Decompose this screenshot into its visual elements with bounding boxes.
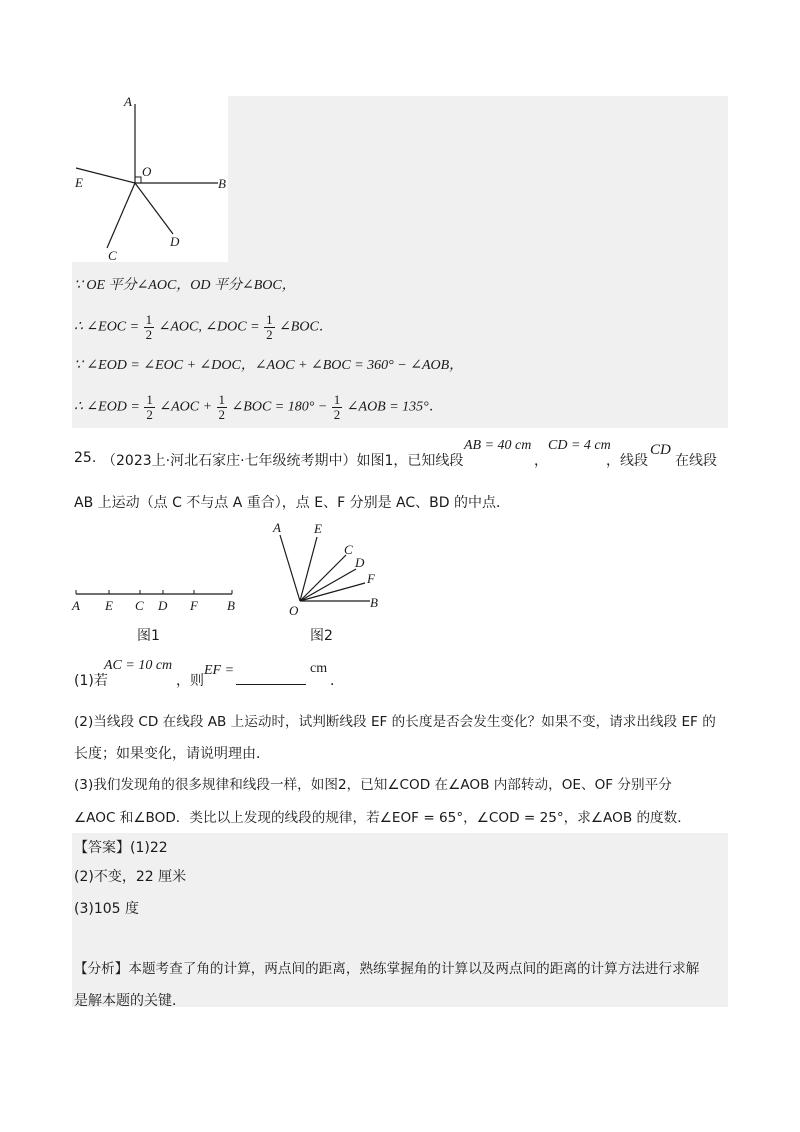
part2-line-1: (2)当线段 CD 在线段 AB 上运动时，试判断线段 EF 的长度是否会发生变化？如果不变，请求出线段 EF 的 (74, 714, 716, 730)
answer-1: 【答案】(1)22 (74, 840, 168, 856)
part1-ef: EF = (204, 663, 235, 678)
answer-blank[interactable] (236, 670, 306, 685)
question-source: （2023上·河北石家庄·七年级统考期中）如图1，已知线段 (102, 453, 464, 469)
answer-2: (2)不变，22 厘米 (74, 869, 187, 885)
fig1-label-d: D (158, 598, 168, 613)
fig1-caption: 图1 (137, 628, 160, 644)
analysis-line-1: 【分析】本题考查了角的计算，两点间的距离，熟练掌握角的计算以及两点间的距离的计算方法进行求解 (74, 961, 700, 977)
fraction-half: $\frac{1}{2}$ (266, 312, 273, 342)
fig-top-label-c: C (108, 248, 117, 263)
analysis-line-2: 是解本题的关键． (74, 993, 186, 1009)
fig1-label-e: E (105, 598, 113, 613)
fraction-half: $\frac{1}{2}$ (218, 392, 226, 422)
fig-top-label-b: B (218, 176, 226, 191)
part1-prefix: (1)若 (74, 673, 108, 689)
fig1-label-a: A (72, 598, 80, 613)
fraction-half: $\frac{1}{2}$ (145, 312, 153, 342)
solution-line-3: ∵ ∠EOD = ∠EOC + ∠DOC，∠AOC + ∠BOC = 360° − ∠AOB， (74, 358, 464, 373)
fig2-label-f: F (367, 571, 375, 586)
fig-top-label-o: O (142, 164, 152, 179)
comma-1: ， (534, 453, 548, 469)
part3-line-1: (3)我们发现角的很多规律和线段一样，如图2，已知∠COD 在∠AOB 内部转动，OE、OF 分别平分 (74, 777, 672, 793)
fig-top-label-d: D (170, 234, 180, 249)
fig2-label-b: B (370, 595, 378, 610)
fraction-half: $\frac{1}{2}$ (146, 392, 153, 422)
value-cd: CD = 4 cm (548, 438, 611, 453)
on-seg-text: 在线段 (675, 453, 717, 469)
value-ab: AB = 40 cm (464, 438, 532, 453)
fig-top-label-e: E (75, 175, 83, 190)
fig2-label-a: A (273, 520, 281, 535)
solution-line-4-prefix: ∴ ∠EOD = (74, 399, 140, 415)
answer-3: (3)105 度 (74, 901, 140, 917)
part1-end: ． (330, 673, 344, 689)
solution-line-2-mid: ∠AOC, ∠DOC = (158, 319, 260, 335)
answer-background (72, 833, 728, 1007)
fig2-label-o: O (289, 603, 299, 618)
seg-text: ，线段 (606, 453, 648, 469)
figure-2-angles (266, 515, 386, 625)
label-cd: CD (650, 442, 671, 458)
solution-line-2-prefix: ∴ ∠EOC = (74, 319, 140, 335)
part2-line-2: 长度；如果变化，请说明理由． (74, 746, 270, 762)
solution-background-top (228, 96, 728, 262)
solution-line-4-suffix: ∠AOB = 135°． (346, 399, 443, 415)
fig2-label-d: D (355, 555, 365, 570)
figure-angle-bisectors (72, 90, 232, 265)
solution-line-4-mid1: ∠AOC + (159, 399, 213, 415)
solution-line-2 (74, 313, 333, 342)
fig1-label-f: F (190, 598, 198, 613)
fig2-label-e: E (314, 521, 322, 536)
fig1-label-c: C (135, 598, 144, 613)
fig-top-label-a: A (124, 94, 132, 109)
fig2-caption: 图2 (310, 628, 333, 644)
fraction-half: $\frac{1}{2}$ (333, 392, 341, 422)
part1-unit: cm (310, 661, 328, 676)
fig2-label-c: C (344, 542, 353, 557)
solution-line-4 (74, 393, 443, 422)
solution-line-4-mid2: ∠BOC = 180° − (231, 399, 328, 415)
part1-mid: ，则 (176, 673, 204, 689)
part3-line-2: ∠AOC 和∠BOD．类比以上发现的线段的规律，若∠EOF = 65°，∠COD = 25°，求∠AOB 的度数． (74, 810, 691, 826)
part1-ac: AC = 10 cm (104, 658, 173, 673)
fig1-label-b: B (227, 598, 235, 613)
question-line-2: AB 上运动（点 C 不与点 A 重合），点 E、F 分别是 AC、BD 的中点． (74, 495, 510, 511)
question-number: 25. (74, 450, 97, 466)
solution-line-2-suffix: ∠BOC． (279, 319, 333, 335)
solution-line-1: ∵ OE 平分∠AOC，OD 平分∠BOC， (74, 278, 296, 293)
